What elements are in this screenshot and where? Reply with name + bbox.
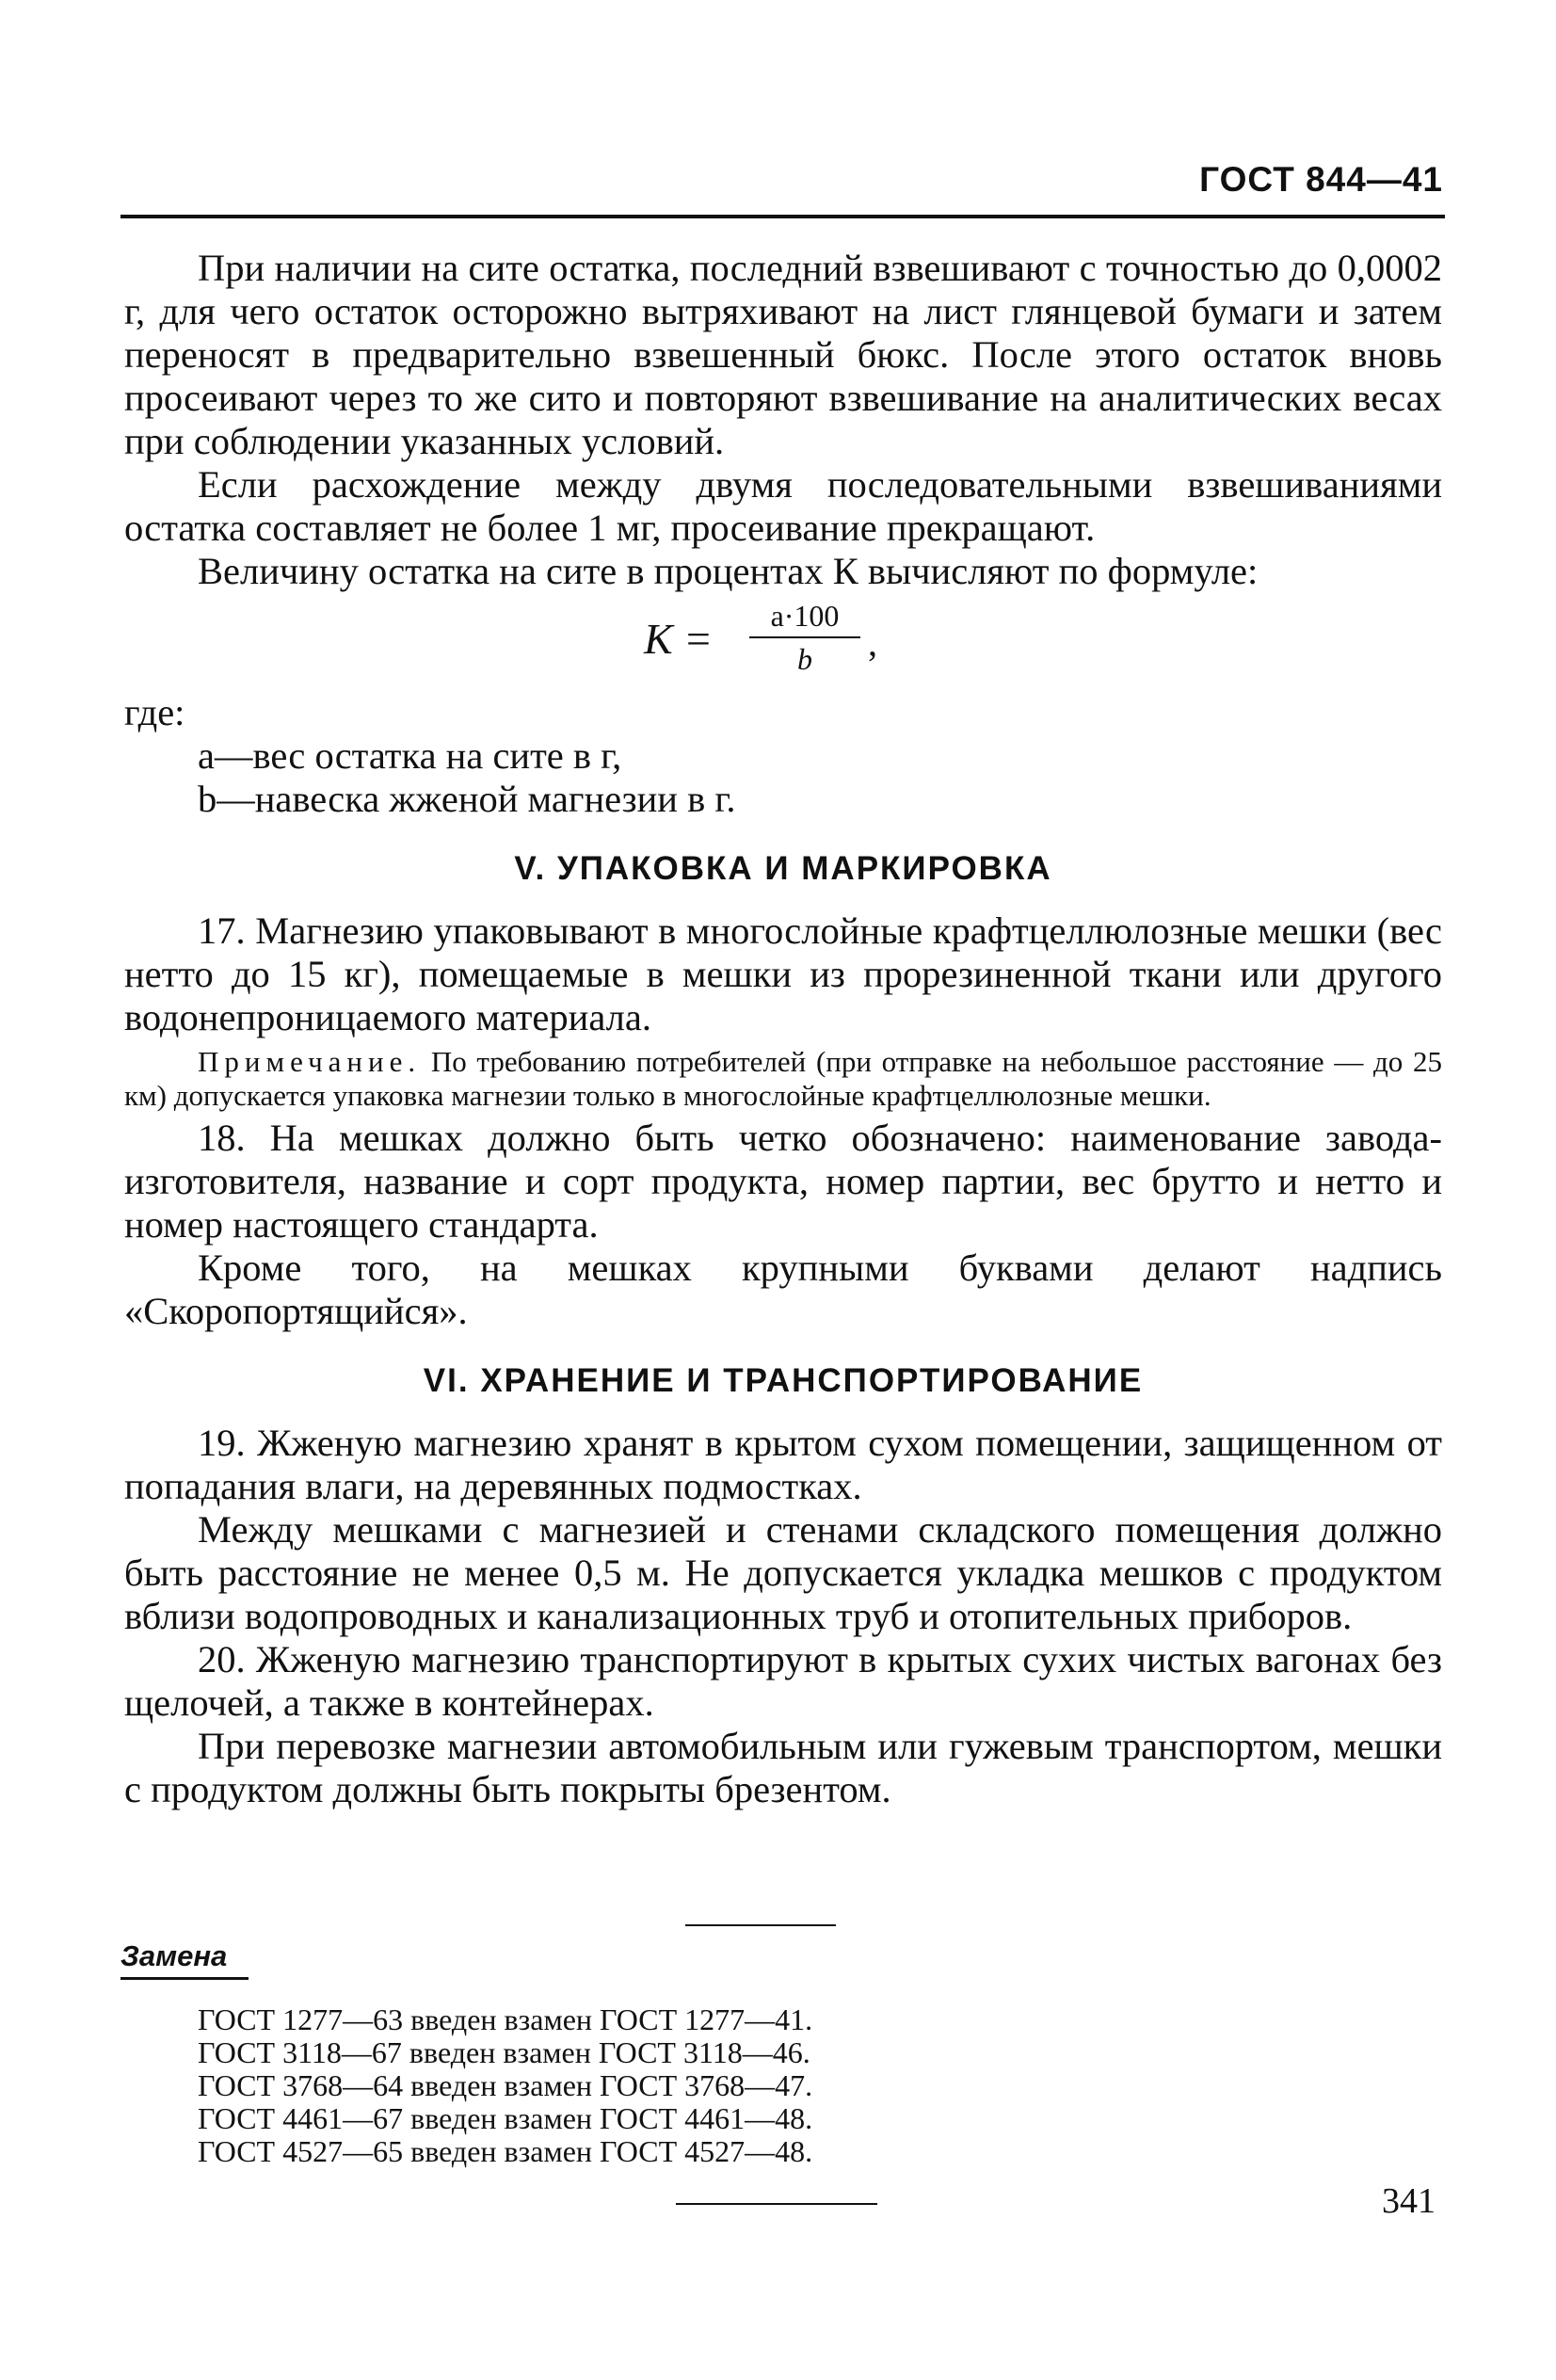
- footnote-title-rule: [120, 1977, 249, 1980]
- formula-fraction: [749, 597, 860, 676]
- paragraph-17: 17. Магнезию упаковывают в многослойные крафтцеллюлозные мешки (вес нетто до 15 кг), помещаемые в мешки из прорезиненной ткани или другого водонепроницаемого материала.: [124, 909, 1442, 1038]
- bottom-rule: [676, 2203, 877, 2205]
- definition-b: b—навеска жженой магнезии в г.: [198, 778, 736, 820]
- formula-trail: ,: [868, 621, 877, 664]
- paragraph-weighing-difference: Если расхождение между двумя последовательными взвешиваниями остатка составляет не более 1 мг, просеивание прекращают.: [124, 463, 1442, 549]
- footnote-line: ГОСТ 4461—67 введен взамен ГОСТ 4461—48.: [198, 2101, 813, 2135]
- separator-rule: [685, 1924, 836, 1926]
- section-6-title: VI. ХРАНЕНИЕ И ТРАНСПОРТИРОВАНИЕ: [423, 1362, 1144, 1399]
- formula: [124, 597, 1442, 687]
- section-5-title: V. УПАКОВКА И МАРКИРОВКА: [514, 850, 1052, 887]
- footnote-title: Замена: [120, 1939, 228, 1972]
- paragraph-18-label: Кроме того, на мешках крупными буквами делают надпись «Скоропортящийся».: [124, 1246, 1442, 1332]
- formula-numerator: a·100: [770, 599, 840, 633]
- header-rule: [120, 215, 1445, 218]
- formula-denominator: b: [797, 642, 812, 676]
- main-text: [124, 247, 1442, 1811]
- footnote-list: [198, 2003, 1045, 2168]
- paragraph-19: 19. Жженую магнезию хранят в крытом сухом помещении, защищенном от попадания влаги, на деревянных подмостках.: [124, 1422, 1442, 1507]
- formula-lhs: К =: [644, 615, 714, 663]
- fraction-bar: [749, 636, 860, 638]
- footnote-line: ГОСТ 1277—63 введен взамен ГОСТ 1277—41.: [198, 2002, 813, 2036]
- paragraph-19-distance: Между мешками с магнезией и стенами складского помещения должно быть расстояние не менее 0,5 м. Не допускается укладка мешков с продуктом вблизи водопроводных и канализационных труб и отопительных приборов.: [124, 1508, 1442, 1637]
- note-label: Примечание.: [198, 1045, 422, 1078]
- page-number: 341: [1382, 2181, 1436, 2221]
- paragraph-residue-weighing: При наличии на сите остатка, последний взвешивают с точностью до 0,0002 г, для чего остаток осторожно вытряхивают на лист глянцевой бумаги и затем переносят в предварительно взвешенный бюкс. После этого остаток вновь просеивают через то же сито и повторяют взвешивание на аналитических весах при соблюдении указанных условий.: [124, 247, 1442, 462]
- footnote-line: ГОСТ 3118—67 введен взамен ГОСТ 3118—46.: [198, 2035, 810, 2069]
- note-text: По требованию потребителей (при отправке на небольшое расстояние — до 25 км) допускается упаковка магнезии только в многослойные крафтцеллюлозные мешки.: [124, 1045, 1442, 1112]
- paragraph-formula-intro: Величину остатка на сите в процентах К вычисляют по формуле:: [198, 550, 1259, 592]
- where-label: где:: [124, 691, 185, 733]
- paragraph-20: 20. Жженую магнезию транспортируют в крытых сухих чистых вагонах без щелочей, а также в контейнерах.: [124, 1638, 1442, 1724]
- footnote-line: ГОСТ 4527—65 введен взамен ГОСТ 4527—48.: [198, 2134, 813, 2168]
- definition-a: a—вес остатка на сите в г,: [198, 734, 622, 777]
- footnote-line: ГОСТ 3768—64 введен взамен ГОСТ 3768—47.: [198, 2068, 813, 2102]
- paragraph-18: 18. На мешках должно быть четко обозначено: наименование завода-изготовителя, название и сорт продукта, номер партии, вес брутто и нетто и номер настоящего стандарта.: [124, 1117, 1442, 1246]
- note: [124, 1045, 1442, 1113]
- page-header: ГОСТ 844—41: [1199, 160, 1443, 199]
- paragraph-20-transport: При перевозке магнезии автомобильным или гужевым транспортом, мешки с продуктом должны быть покрыты брезентом.: [124, 1725, 1442, 1810]
